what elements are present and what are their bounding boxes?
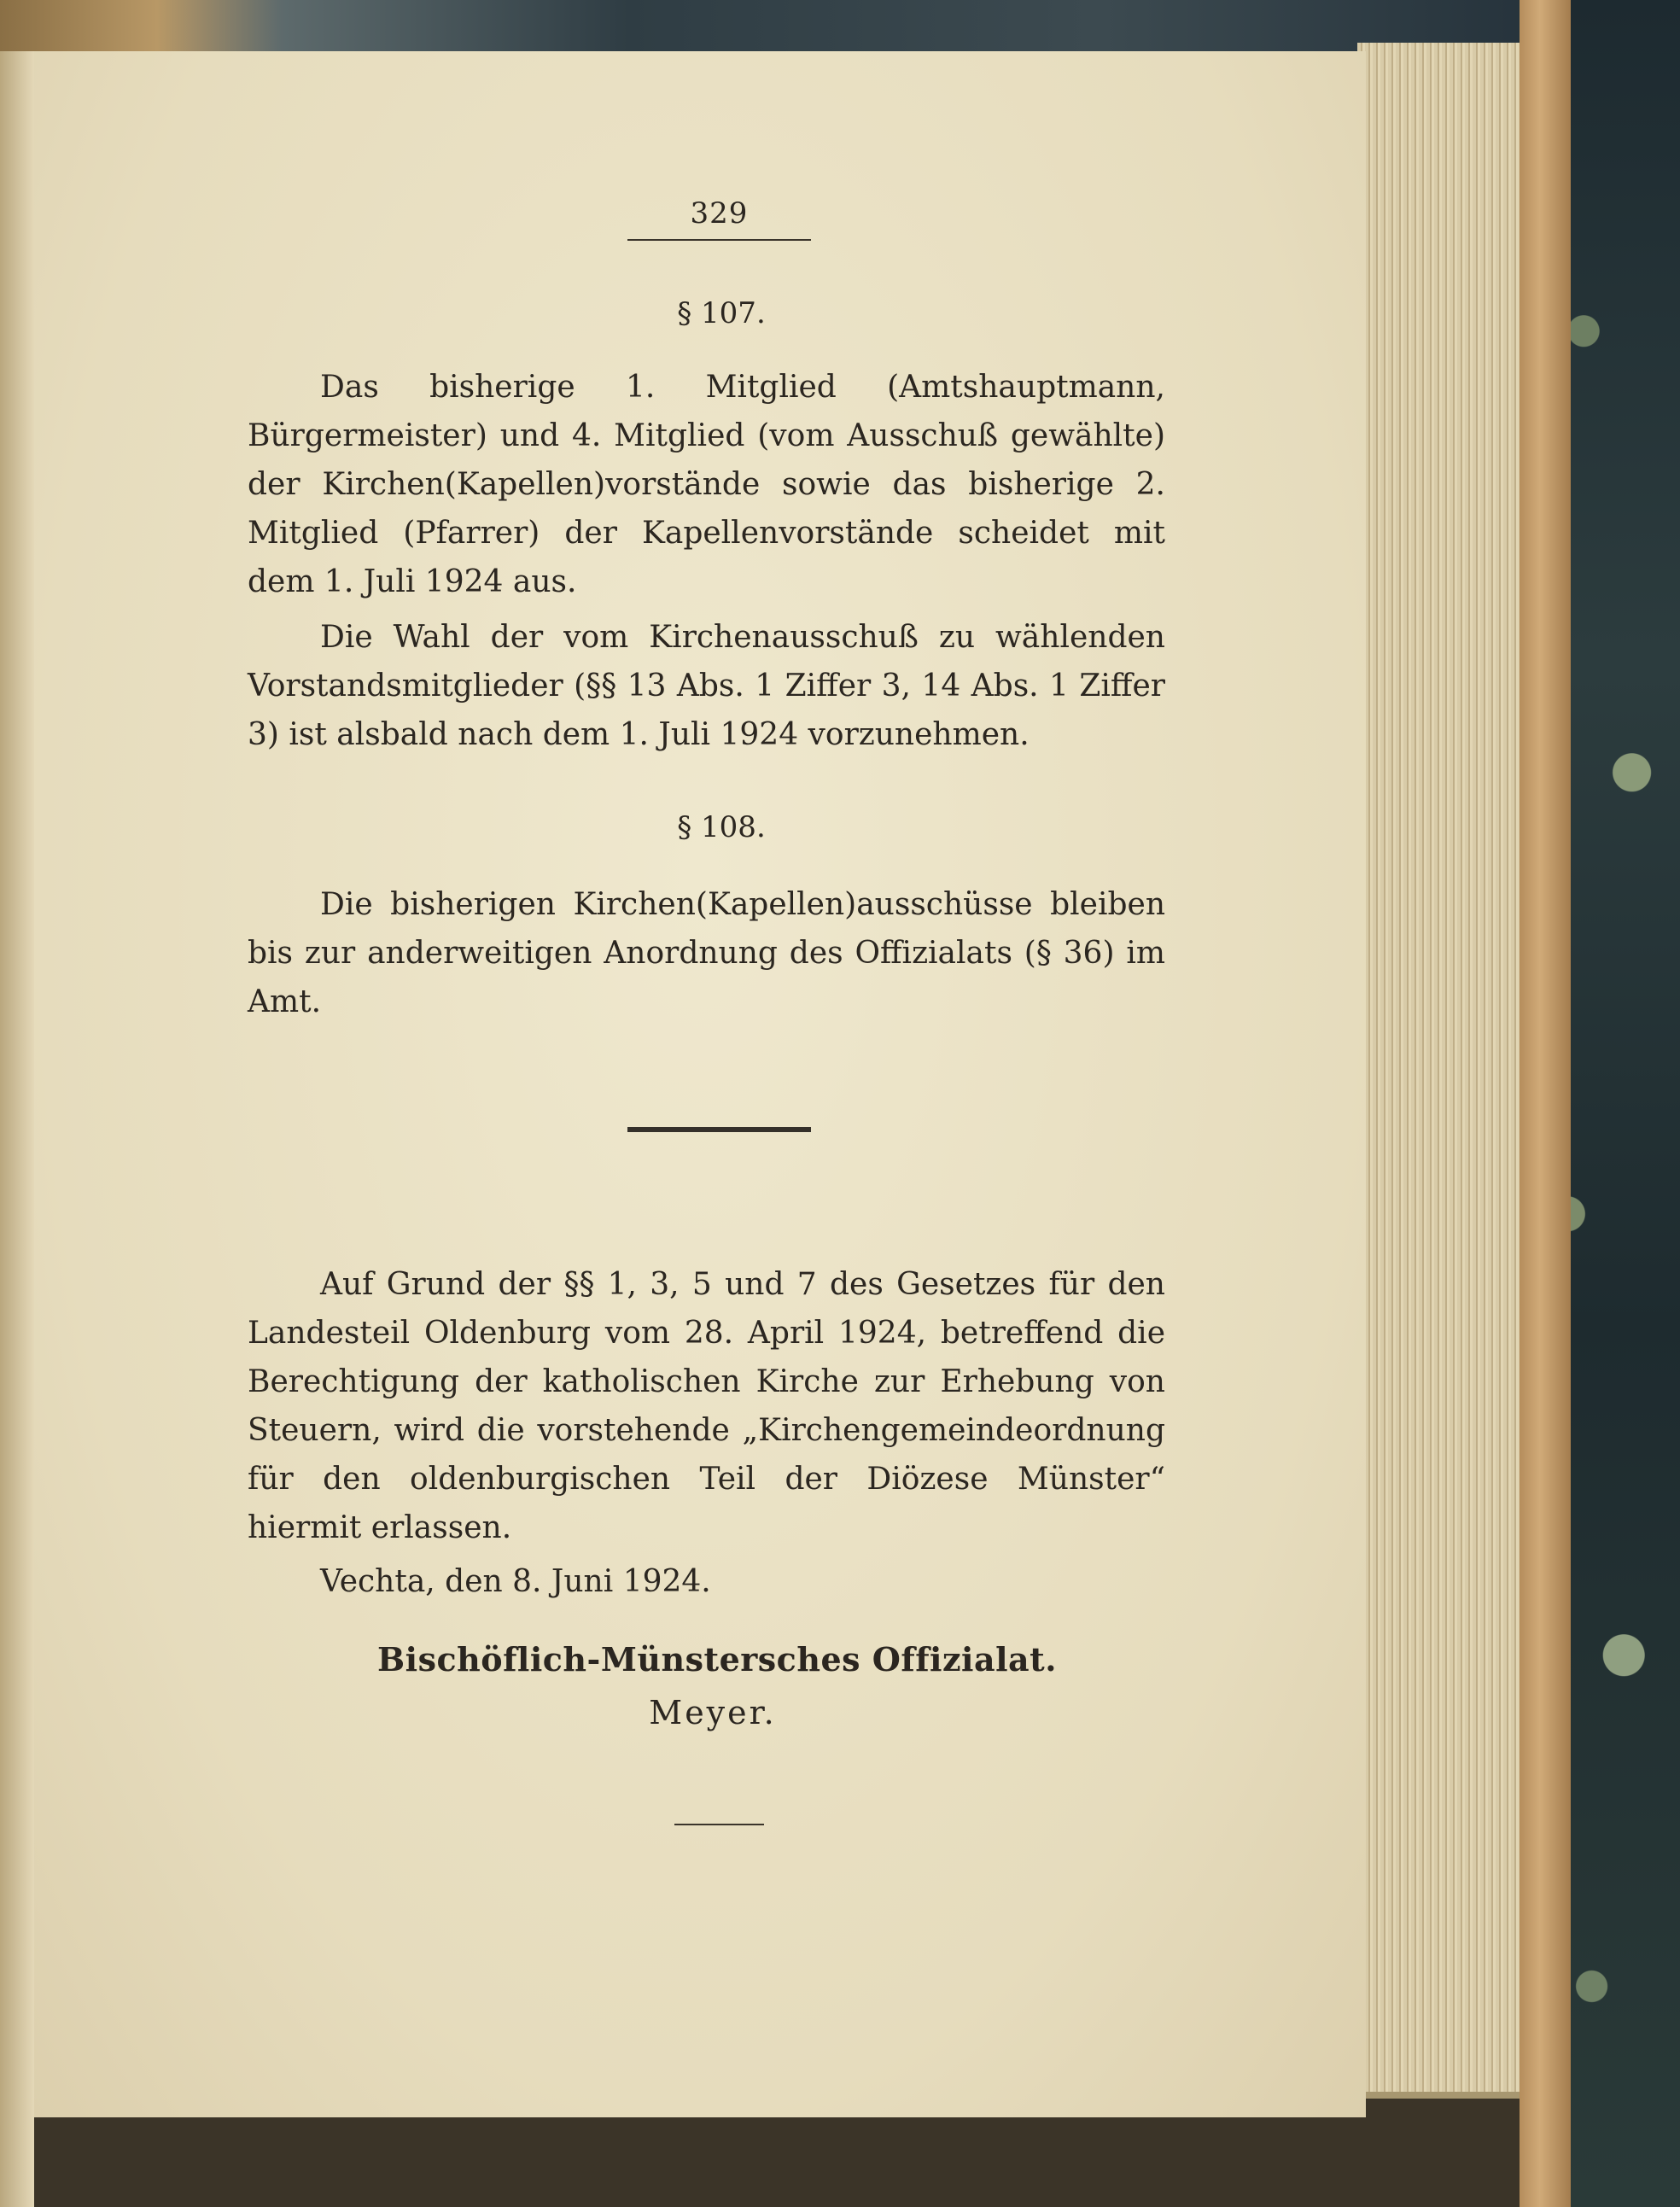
cover-edge bbox=[1520, 0, 1571, 2207]
section-divider bbox=[627, 1127, 811, 1132]
section-heading-108: § 108. bbox=[677, 810, 766, 844]
section-108-paragraph-1: Die bisherigen Kirchen(Kapellen)ausschüsse bleiben bis zur anderweitigen Anordnung des Offizialats (§ 36) im Amt. bbox=[248, 887, 1165, 1019]
page-edges bbox=[1357, 43, 1520, 2099]
page-content bbox=[248, 196, 1165, 1825]
header-rule bbox=[627, 239, 811, 241]
facing-page-edge bbox=[0, 51, 34, 2207]
closing-rule bbox=[674, 1824, 764, 1825]
book-page bbox=[34, 51, 1366, 2117]
signature-office: Bischöflich-Münstersches Offizialat. bbox=[377, 1640, 1057, 1679]
section-heading-107: § 107. bbox=[677, 296, 766, 330]
section-107-paragraph-2: Die Wahl der vom Kirchenausschuß zu wählenden Vorstandsmitglieder (§§ 13 Abs. 1 Ziffer 3, 14 Abs. 1 Ziffer 3) ist alsbald nach dem 1. Juli 1924 vorzunehmen. bbox=[248, 620, 1165, 752]
enactment-paragraph: Auf Grund der §§ 1, 3, 5 und 7 des Gesetzes für den Landesteil Oldenburg vom 28. April 1924, betreffend die Berechtigung der katholischen Kirche zur Erhebung von Steuern, wird die vorstehende „Kirchengemeindeordnung für den oldenburgischen Teil der Diözese Münster“ hiermit erlassen. bbox=[248, 1267, 1165, 1545]
signature-name: Meyer. bbox=[649, 1694, 777, 1731]
page-number: 329 bbox=[690, 196, 749, 231]
place-date: Vechta, den 8. Juni 1924. bbox=[320, 1564, 711, 1599]
section-107-paragraph-1: Das bisherige 1. Mitglied (Amtshauptmann, Bürgermeister) und 4. Mitglied (vom Ausschuß gewählte) der Kirchen(Kapellen)vorstände sowie das bisherige 2. Mitglied (Pfarrer) der Kapellenvorstände scheidet mit dem 1. Juli 1924 aus. bbox=[248, 370, 1165, 599]
